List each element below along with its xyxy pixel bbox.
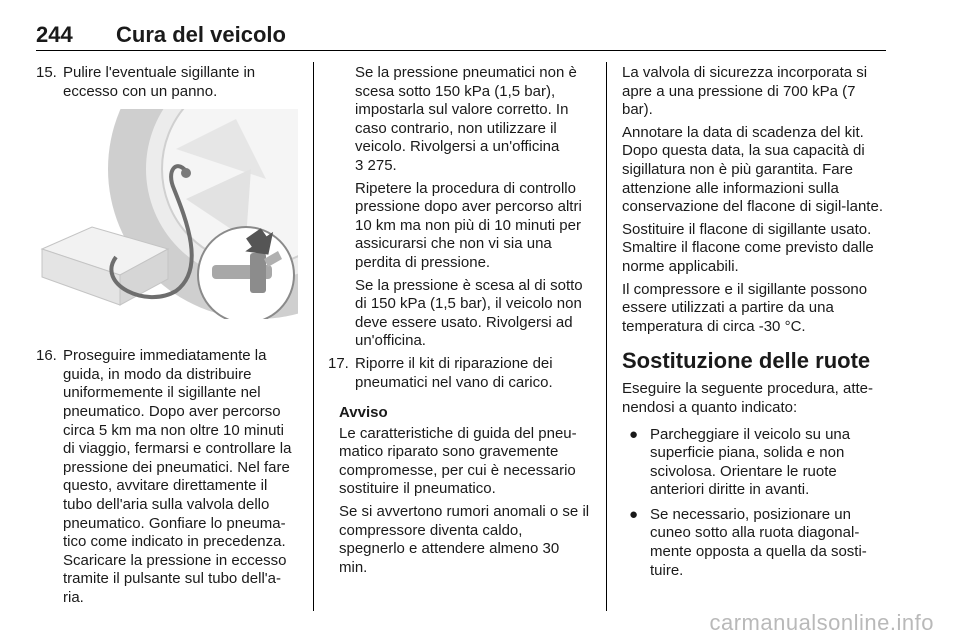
column-divider-2 bbox=[606, 62, 607, 611]
intro-paragraph: Eseguire la seguente procedura, atte-nendosi a quanto indicato: bbox=[622, 380, 873, 416]
step-text: Pulire l'eventuale sigillante in eccesso con un panno. bbox=[63, 64, 256, 100]
paragraph: Se la pressione è scesa al di sotto di 150 kPa (1,5 bar), il veicolo non deve essere usato. Rivolgersi ad un'officina. bbox=[355, 276, 583, 350]
paragraph: Annotare la data di scadenza del kit. Dopo questa data, la sua capacità di sigillatura non è più garantita. Fare attenzione alle informazioni sulla conservazione del flacone di sigil-lante. bbox=[622, 123, 883, 216]
paragraph: La valvola di sicurezza incorporata si apre a una pressione di 700 kPa (7 bar). bbox=[622, 64, 868, 119]
step-number: 16. bbox=[36, 347, 57, 365]
step-number: 17. bbox=[328, 354, 349, 372]
note-box bbox=[328, 404, 591, 577]
note-paragraph: Le caratteristiche di guida del pneu-matico riparato sono gravemente compromesse, per cui è necessario sostituire il pneumatico. bbox=[339, 424, 577, 498]
step-number: 15. bbox=[36, 64, 57, 81]
column-3 bbox=[622, 64, 888, 586]
bullet-item bbox=[622, 426, 888, 500]
illustration-graphic bbox=[36, 109, 298, 319]
note-paragraph: Se si avvertono rumori anomali o se il compressore diventa caldo, spegnerlo e attendere almeno 30 min. bbox=[339, 503, 590, 576]
column-divider-1 bbox=[313, 62, 314, 611]
bullet-text: Se necessario, posizionare un cuneo sotto alla ruota diagonal-mente opposta a quella da sosti-tuire. bbox=[650, 505, 867, 579]
watermark: carmanualsonline.info bbox=[709, 610, 934, 635]
step-16 bbox=[36, 347, 298, 607]
page-header bbox=[36, 22, 886, 50]
bullet-item bbox=[622, 506, 888, 580]
step-text: Proseguire immediatamente la guida, in modo da distribuire uniformemente il sigillante nel pneumatico. Dopo aver percorso circa 5 km ma non oltre 10 minuti di viaggio, fermarsi e controllare la pressione dei pneumatici. Nel fare questo, avvitare direttamente il tubo dell'aria sulla valvola dello pneumatico. Gonfiare lo pneuma-tico come indicato in precedenza. Scaricare la pressione in eccesso tramite il pulsante sul tubo dell'a-ria. bbox=[63, 347, 292, 606]
step-text: Riporre il kit di riparazione dei pneumatici nel vano di carico. bbox=[355, 354, 553, 391]
paragraph-text: Se la pressione pneumatici non è scesa sotto 150 kPa (1,5 bar), impostarla sul valore corretto. In caso contrario, non utilizzare il veicolo. Rivolgersi a un'officina bbox=[355, 64, 577, 156]
step-15 bbox=[36, 64, 298, 101]
header-rule bbox=[36, 50, 886, 51]
column-2 bbox=[328, 64, 591, 581]
bullet-text: Parcheggiare il veicolo su una superficie piana, solida e non scivolosa. Orientare le ruote anteriori diritte in avanti. bbox=[650, 425, 851, 499]
section-heading: Sostituzione delle ruote bbox=[622, 348, 871, 374]
page-reference-link[interactable]: 3 275. bbox=[355, 156, 397, 174]
paragraph: Sostituire il flacone di sigillante usato. Smaltire il flacone come previsto dalle norme applicabili. bbox=[622, 220, 874, 275]
step-17 bbox=[328, 355, 591, 392]
paragraph: Il compressore e il sigillante possono essere utilizzati a partire da una temperatura di circa -30 °C. bbox=[622, 280, 868, 335]
paragraph: Ripetere la procedura di controllo pressione dopo aver percorso altri 10 km ma non più di 10 minuti per assicurarsi che non vi sia una perdita di pressione. bbox=[355, 179, 582, 271]
bullet-icon: ● bbox=[629, 505, 639, 523]
page-number: 244 bbox=[36, 22, 73, 47]
chapter-title: Cura del veicolo bbox=[116, 22, 286, 47]
tyre-repair-illustration bbox=[36, 109, 298, 319]
bullet-icon: ● bbox=[629, 425, 639, 443]
note-title: Avviso bbox=[339, 404, 388, 422]
column-1 bbox=[36, 64, 298, 608]
paragraph bbox=[328, 64, 591, 176]
